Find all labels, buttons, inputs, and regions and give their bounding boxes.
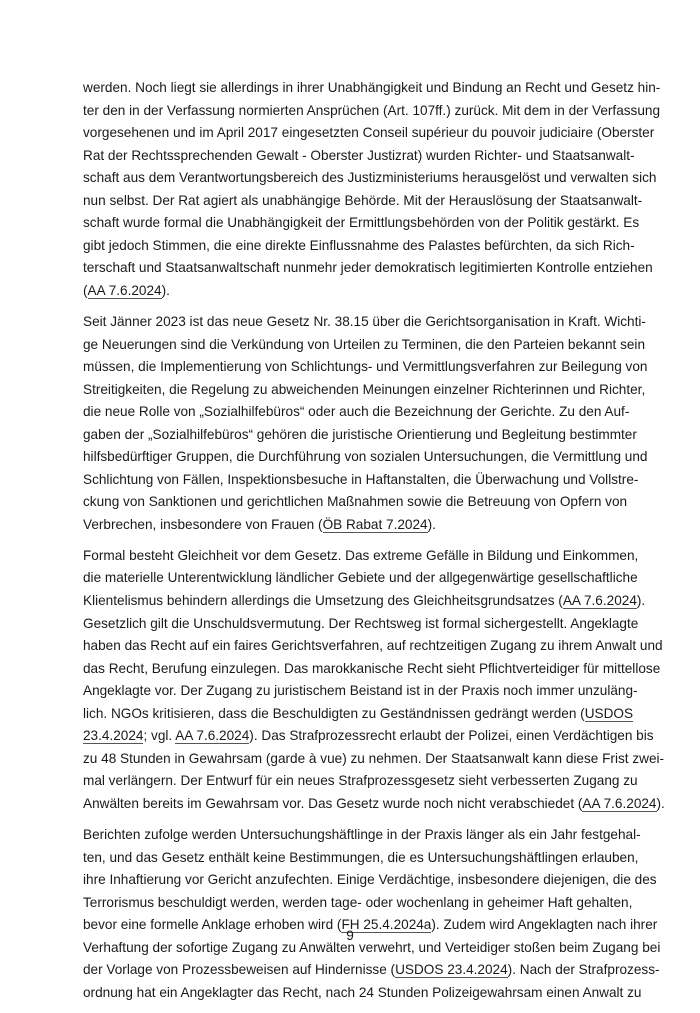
text-segment: Berichten zufolge werden Untersuchungshäftlinge in der Praxis länger als ein Jahr festgehal- <box>83 827 641 842</box>
text-line <box>83 401 630 424</box>
text-line <box>83 257 653 280</box>
page-number: 9 <box>346 928 354 943</box>
text-segment: die materielle Unterentwicklung ländlicher Gebiete und der allgegenwärtige gesellschaftliche <box>83 570 638 586</box>
text-segment: Schlichtung von Fällen, Inspektionsbesuche in Haftanstalten, die Überwachung und Vollstre- <box>83 471 639 487</box>
text-line <box>83 491 628 514</box>
text-line <box>83 613 639 636</box>
source-reference-link[interactable]: AA 7.6.2024 <box>562 593 637 609</box>
text-line <box>83 424 637 447</box>
source-reference-link[interactable]: 23.4.2024 <box>83 728 144 744</box>
source-reference-link[interactable]: FH 25.4.2024a <box>341 917 432 933</box>
text-line <box>83 334 646 357</box>
text-segment: ). Das Strafprozessrecht erlaubt der Polizei, einen Verdächtigen bis <box>249 728 654 744</box>
text-line <box>83 770 638 793</box>
text-segment: lich. NGOs kritisieren, dass die Beschuldigten zu Geständnissen gedrängt werden ( <box>83 705 585 721</box>
source-reference-link[interactable]: USDOS <box>584 705 634 721</box>
text-segment: Rat der Rechtssprechenden Gewalt - Oberster Justizrat) wurden Richter- und Staatsanwalt- <box>83 147 635 163</box>
text-line <box>83 469 639 492</box>
paragraph <box>83 77 661 302</box>
paragraph <box>83 311 648 536</box>
text-segment: die neue Rolle von „Sozialhilfebüros“ oder auch die Bezeichnung der Gerichte. Zu den Auf- <box>83 404 630 420</box>
text-segment: zu 48 Stunden in Gewahrsam (garde à vue) zu nehmen. Der Staatsanwalt kann diese Frist zwei- <box>83 750 665 766</box>
text-line <box>83 77 661 100</box>
text-line <box>83 235 635 258</box>
text-line <box>83 590 646 613</box>
text-segment: ter den in der Verfassung normierten Ansprüchen (Art. 107ff.) zurück. Mit dem in der Verfassung <box>83 102 661 118</box>
text-segment: Angeklagte vor. Der Zugang zu juristischem Beistand ist in der Praxis noch immer unzuläng- <box>83 683 638 699</box>
text-line <box>83 703 634 726</box>
text-segment: ge Neuerungen sind die Verkündung von Urteilen zu Terminen, die den Parteien bekannt sein <box>83 336 646 352</box>
text-line <box>83 379 646 402</box>
text-segment: ). Zudem wird Angeklagten nach ihrer <box>431 917 658 933</box>
text-segment: Streitigkeiten, die Regelung zu abweichenden Meinungen einzelner Richterinnen und Richter, <box>83 381 646 397</box>
text-line <box>83 824 641 847</box>
text-line <box>83 212 640 235</box>
text-segment: terschaft und Staatsanwaltschaft nunmehr jeder demokratisch legitimierten Kontrolle entziehen <box>83 260 653 276</box>
source-reference-link[interactable]: USDOS 23.4.2024 <box>395 962 508 978</box>
paragraph <box>83 824 661 1004</box>
source-reference-link[interactable]: AA 7.6.2024 <box>175 728 250 744</box>
text-segment: Formal besteht Gleichheit vor dem Gesetz. Das extreme Gefälle in Bildung und Einkommen, <box>83 547 639 563</box>
text-line <box>83 167 657 190</box>
text-line <box>83 356 648 379</box>
text-line <box>83 545 639 568</box>
text-line <box>83 122 655 145</box>
text-segment: vorgesehenen und im April 2017 eingesetzten Conseil supérieur du pouvoir judiciaire (Oberster <box>83 125 655 141</box>
text-segment: ). <box>427 516 436 532</box>
source-reference-link[interactable]: AA 7.6.2024 <box>87 282 162 298</box>
text-line <box>83 680 638 703</box>
source-reference-link[interactable]: AA 7.6.2024 <box>582 795 657 811</box>
text-line <box>83 793 665 816</box>
text-segment: ordnung hat ein Angeklagter das Recht, nach 24 Stunden Polizeigewahrsam einen Anwalt zu <box>83 984 642 1000</box>
text-segment: ckung von Sanktionen und gerichtlichen Maßnahmen sowie die Betreuung von Opfern von <box>83 494 628 510</box>
text-line <box>83 847 639 870</box>
text-segment: bevor eine formelle Anklage erhoben wird ( <box>83 917 342 933</box>
text-line <box>83 892 633 915</box>
text-segment: müssen, die Implementierung von Schlichtungs- und Vermittlungsverfahren zur Beilegung von <box>83 359 648 375</box>
text-line <box>83 959 660 982</box>
text-line <box>83 658 661 681</box>
text-line <box>83 869 657 892</box>
text-segment: Gesetzlich gilt die Unschuldsvermutung. Der Rechtsweg ist formal sichergestellt. Angeklagte <box>83 615 639 631</box>
text-segment: Klientelismus behindern allerdings die Umsetzung des Gleichheitsgrundsatzes ( <box>83 593 563 609</box>
text-segment: werden. Noch liegt sie allerdings in ihrer Unabhängigkeit und Bindung an Recht und Gesetz hin- <box>83 80 661 95</box>
text-line <box>83 514 618 537</box>
text-segment: gibt jedoch Stimmen, die eine direkte Einflussnahme des Palastes befürchten, da sich Rich- <box>83 237 635 253</box>
text-segment: der Vorlage von Prozessbeweisen auf Hindernisse ( <box>83 962 396 978</box>
text-segment: ten, und das Gesetz enthält keine Bestimmungen, die es Untersuchungshäftlingen erlauben, <box>83 849 639 865</box>
text-segment: ). <box>656 795 665 811</box>
text-segment: nun selbst. Der Rat agiert als unabhängige Behörde. Mit der Herauslösung der Staatsanwalt- <box>83 192 643 208</box>
text-line <box>83 280 618 303</box>
text-segment: Anwälten bereits im Gewahrsam vor. Das Gesetz wurde noch nicht verabschiedet ( <box>83 795 583 811</box>
text-segment: schaft wurde formal die Unabhängigkeit der Ermittlungsbehörden von der Politik gestärkt. Es <box>83 215 640 231</box>
text-segment: Seit Jänner 2023 ist das neue Gesetz Nr. 38.15 über die Gerichtsorganisation in Kraft. Wichti- <box>83 313 646 329</box>
text-segment: Terrorismus beschuldigt werden, werden tage- oder wochenlang in geheimer Haft gehalten, <box>83 894 633 910</box>
text-segment: gaben der „Sozialhilfebüros“ gehören die juristische Orientierung und Begleitung bestimmter <box>83 426 637 442</box>
text-line <box>83 748 665 771</box>
text-segment: ( <box>83 282 88 298</box>
text-line <box>83 635 663 658</box>
text-line <box>83 145 635 168</box>
text-segment: ; vgl. <box>143 728 176 744</box>
document-body <box>83 77 665 1013</box>
text-segment: ihre Inhaftierung vor Gericht anzufechten. Einige Verdächtige, insbesondere diejenigen, die des <box>83 872 657 888</box>
paragraph <box>83 545 665 816</box>
text-line <box>83 982 642 1005</box>
text-line <box>83 190 643 213</box>
text-segment: ). <box>636 593 646 609</box>
text-line <box>83 725 654 748</box>
text-segment: Verhaftung der sofortige Zugang zu Anwälten verwehrt, und Verteidiger stoßen beim Zugang bei <box>83 939 661 955</box>
text-line <box>83 446 648 469</box>
text-line <box>83 311 646 334</box>
text-segment: mal verlängern. Der Entwurf für ein neues Strafprozessgesetz sieht verbesserten Zugang zu <box>83 773 638 789</box>
text-segment: hilfsbedürftiger Gruppen, die Durchführung von sozialen Untersuchungen, die Vermittlung und <box>83 449 648 465</box>
text-segment: Verbrechen, insbesondere von Frauen ( <box>83 516 323 532</box>
text-segment: schaft aus dem Verantwortungsbereich des Justizministeriums herausgelöst und verwalten sich <box>83 170 657 186</box>
text-line <box>83 567 638 590</box>
text-segment: haben das Recht auf ein faires Gerichtsverfahren, auf rechtzeitigen Zugang zu ihrem Anwalt und <box>83 638 663 654</box>
text-segment: ). <box>161 282 170 298</box>
text-segment: ). Nach der Strafprozess- <box>507 962 660 978</box>
text-line <box>83 100 661 123</box>
source-reference-link[interactable]: ÖB Rabat 7.2024 <box>322 516 428 532</box>
text-segment: das Recht, Berufung einzulegen. Das marokkanische Recht sieht Pflichtverteidiger für mittellose <box>83 660 661 676</box>
